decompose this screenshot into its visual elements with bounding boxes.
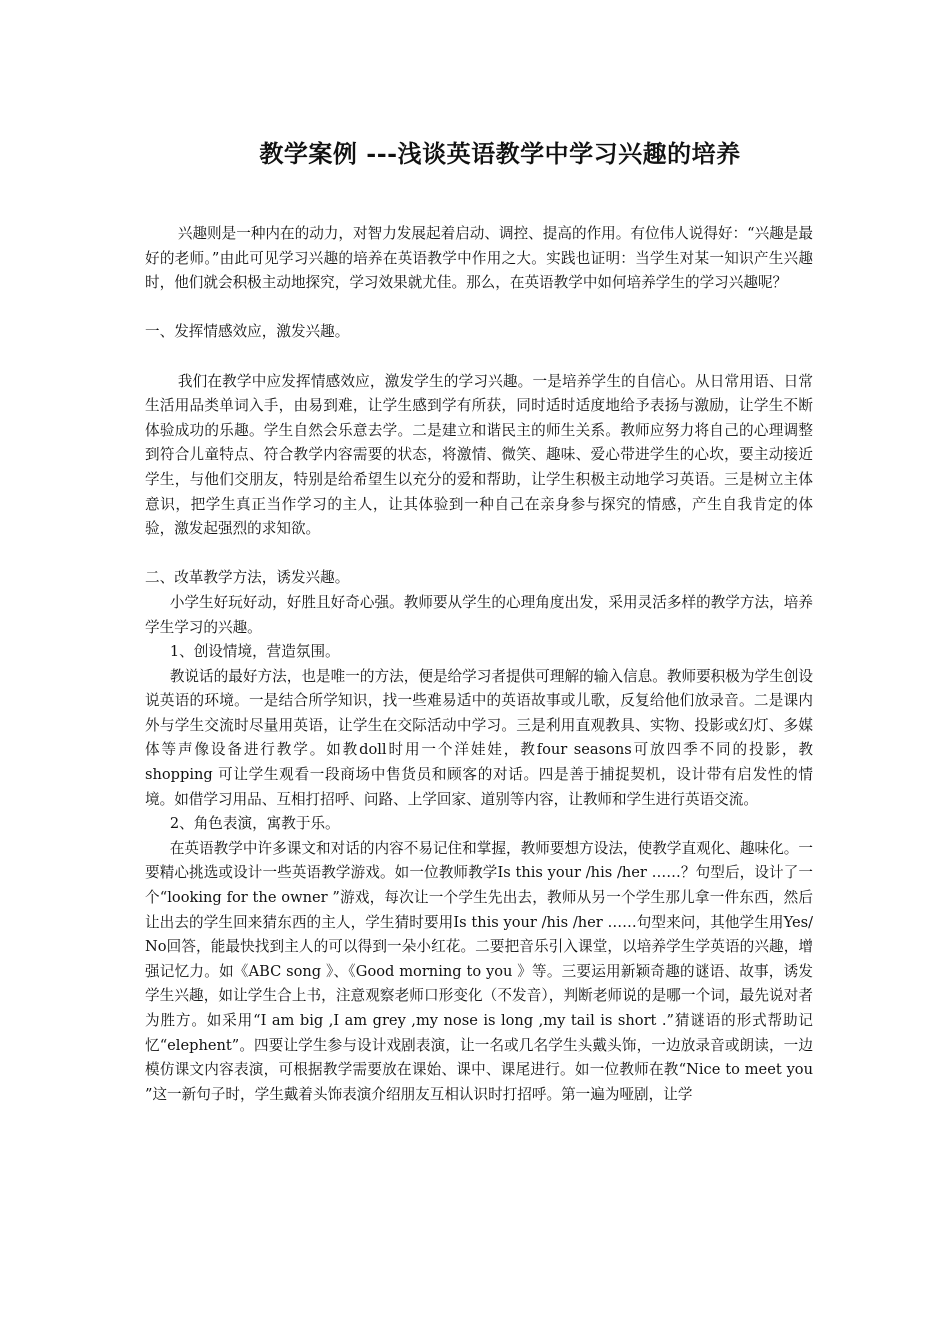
section1-heading: 一、发挥情感效应，激发兴趣。 — [145, 323, 350, 341]
paragraph-gap — [145, 542, 813, 567]
subsection2-heading: 2、角色表演，寓教于乐。 — [169, 815, 340, 833]
subsection2-paragraph: 在英语教学中许多课文和对话的内容不易记住和掌握，教师要想方设法，使教学直观化、趣味化。一要精心挑选或设计一些英语教学游戏。如一位教师教学Is this your /his /her ……？句型后，设计了一个“looking for the owner ”游戏，每次让一个学生先出去，教师从另一个学生那儿拿一件东西，然后让出去的学生回来猜东西的主人，学生猜时要用Is this your /his /her ……句型来问，其他学生用Yes/ No回答，能最快找到主人的可以得到一朵小红花。二要把音乐引入课堂，以培养学生学英语的兴趣，增强记忆力。如《ABC song 》、《Good morning to you 》等。三要运用新颖奇趣的谜语、故事，诱发学生兴趣，如让学生合上书，注意观察老师口形变化（不发音），判断老师说的是哪一个词，最先说对者为胜方。如采用“I am big ,I am grey ,my nose is long ,my tail is short .”猜谜语的形式帮助记忆“elephent”。四要让学生参与设计戏剧表演，让一名或几名学生头戴头饰，一边放录音或朗读，一边模仿课文内容表演，可根据教学需要放在课始、课中、课尾进行。如一位教师在教“Nice to meet you ”这一新句子时，学生戴着头饰表演介绍朋友互相认识时打招呼。第一遍为哑剧，让学 — [145, 839, 813, 1103]
section2-heading: 二、改革教学方法，诱发兴趣。 — [145, 569, 350, 587]
document-title: 教学案例 ---浅谈英语教学中学习兴趣的培养 — [259, 139, 741, 168]
subsection1-paragraph: 教说话的最好方法，也是唯一的方法，便是给学习者提供可理解的输入信息。教师要积极为学生创设说英语的环境。一是结合所学知识，找一些难易适中的英语故事或儿歌，反复给他们放录音。二是课内外与学生交流时尽量用英语，让学生在交际活动中学习。三是利用直观教具、实物、投影或幻灯、多媒体等声像设备进行教学。如教doll时用一个洋娃娃，教four seasons可放四季不同的投影，教shopping 可让学生观看一段商场中售货员和顾客的对话。四是善于捕捉契机，设计带有启发性的情境。如借学习用品、互相打招呼、问路、上学回家、道别等内容，让教师和学生进行英语交流。 — [145, 667, 813, 808]
document-body — [145, 222, 813, 1107]
subsection1-heading: 1、创设情境，营造氛围。 — [169, 643, 340, 661]
section2-paragraph: 小学生好玩好动，好胜且好奇心强。教师要从学生的心理角度出发，采用灵活多样的教学方法，培养学生学习的兴趣。 — [145, 593, 813, 636]
paragraph-gap — [145, 345, 813, 370]
paragraph-gap — [145, 296, 813, 321]
section1-paragraph: 我们在教学中应发挥情感效应，激发学生的学习兴趣。一是培养学生的自信心。从日常用语、日常生活用品类单词入手，由易到难，让学生感到学有所获，同时适时适度地给予表扬与激励，让学生不断体验成功的乐趣。学生自然会乐意去学。二是建立和谐民主的师生关系。教师应努力将自己的心理调整到符合儿童特点、符合教学内容需要的状态，将激情、微笑、趣味、爱心带进学生的心坎，要主动接近学生，与他们交朋友，特别是给希望生以充分的爱和帮助，让学生积极主动地学习英语。三是树立主体意识，把学生真正当作学习的主人，让其体验到一种自己在亲身参与探究的情感，产生自我肯定的体验，激发起强烈的求知欲。 — [145, 372, 813, 538]
intro-paragraph: 兴趣则是一种内在的动力，对智力发展起着启动、调控、提高的作用。有位伟人说得好：“兴趣是最好的老师。”由此可见学习兴趣的培养在英语教学中作用之大。实践也证明：当学生对某一知识产生兴趣时，他们就会积极主动地探究，学习效果就尤佳。那么，在英语教学中如何培养学生的学习兴趣呢？ — [145, 225, 813, 292]
